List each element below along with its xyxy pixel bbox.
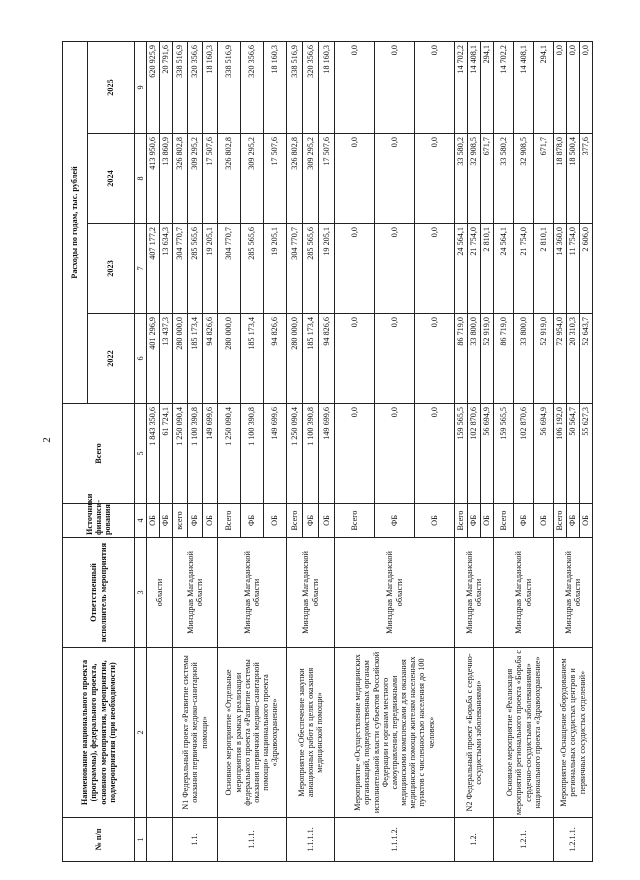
source-cell: ОБ	[264, 504, 287, 538]
source-cell: ФБ	[303, 504, 319, 538]
value-cell: 14 360,0	[554, 224, 567, 314]
value-cell: 407 177,2	[147, 224, 160, 314]
header-total: Всего	[63, 404, 135, 504]
table-row	[287, 41, 303, 861]
value-cell: 94 826,6	[319, 314, 335, 404]
value-cell: 13 437,3	[160, 314, 173, 404]
value-cell: 86 719,0	[494, 314, 514, 404]
column-number: 8	[135, 134, 147, 224]
value-cell: 0,0	[415, 404, 455, 504]
value-cell: 413 950,6	[147, 134, 160, 224]
source-cell: ОБ	[147, 504, 160, 538]
value-cell: 24 564,1	[494, 224, 514, 314]
value-cell: 338 516,9	[287, 41, 303, 133]
value-cell: 294,1	[481, 41, 494, 133]
value-cell: 0,0	[375, 224, 415, 314]
row-name-cell: Мероприятие «Осуществление медицинских организаций, подведомственных органам исполнительной власти субъектов Российской Федерации и органам местного самоуправления, передвижными медицинскими комплексами для оказания медицинской помощи жителям населенных пунктов с численностью населения до 100 человек»	[335, 648, 455, 818]
executor-cell: Минздрав Магаданской области	[173, 538, 218, 648]
column-number: 7	[135, 224, 147, 314]
column-number: 3	[135, 538, 147, 648]
source-cell: Всего	[494, 504, 514, 538]
value-cell: 20 791,6	[160, 41, 173, 133]
source-cell: ОБ	[534, 504, 554, 538]
source-cell: ОБ	[415, 504, 455, 538]
value-cell: 17 507,6	[203, 134, 218, 224]
column-number: 5	[135, 404, 147, 504]
value-cell: 2 810,1	[534, 224, 554, 314]
value-cell: 285 565,6	[303, 224, 319, 314]
executor-cell: области	[147, 538, 173, 648]
value-cell: 32 908,5	[514, 134, 534, 224]
value-cell: 1 250 090,4	[173, 404, 188, 504]
source-cell: ОБ	[580, 504, 593, 538]
value-cell: 149 699,6	[203, 404, 218, 504]
value-cell: 102 870,6	[468, 404, 481, 504]
column-number: 6	[135, 314, 147, 404]
value-cell: 159 565,5	[455, 404, 468, 504]
value-cell: 86 719,0	[455, 314, 468, 404]
value-cell: 21 754,0	[468, 224, 481, 314]
value-cell: 61 724,1	[160, 404, 173, 504]
table-body	[135, 41, 593, 861]
executor-cell: Минздрав Магаданской области	[218, 538, 287, 648]
value-cell: 33 580,2	[455, 134, 468, 224]
value-cell: 55 627,3	[580, 404, 593, 504]
value-cell: 309 295,2	[303, 134, 319, 224]
value-cell: 0,0	[567, 41, 580, 133]
table-row	[147, 41, 160, 861]
value-cell: 2 606,0	[580, 224, 593, 314]
header-year: 2023	[88, 224, 135, 314]
executor-cell: Минздрав Магаданской области	[554, 538, 593, 648]
value-cell: 671,7	[534, 134, 554, 224]
value-cell: 24 564,1	[455, 224, 468, 314]
value-cell: 1 250 090,4	[218, 404, 241, 504]
value-cell: 52 919,0	[481, 314, 494, 404]
value-cell: 671,7	[481, 134, 494, 224]
column-number: 2	[135, 648, 147, 818]
value-cell: 149 699,6	[264, 404, 287, 504]
value-cell: 13 860,9	[160, 134, 173, 224]
value-cell: 14 702,2	[494, 41, 514, 133]
value-cell: 309 295,2	[241, 134, 264, 224]
expenditure-table	[62, 41, 593, 862]
row-num-cell: 1.1.1.2.	[335, 818, 455, 862]
row-num-cell	[147, 818, 173, 862]
value-cell: 185 173,4	[241, 314, 264, 404]
row-num-cell: 1.1.1.1.	[287, 818, 335, 862]
value-cell: 326 802,8	[287, 134, 303, 224]
value-cell: 304 770,7	[287, 224, 303, 314]
value-cell: 106 192,0	[554, 404, 567, 504]
value-cell: 2 810,1	[481, 224, 494, 314]
source-cell: ФБ	[468, 504, 481, 538]
value-cell: 294,1	[534, 41, 554, 133]
value-cell: 280 000,0	[218, 314, 241, 404]
row-num-cell: 1.2.1.1.	[554, 818, 593, 862]
row-name-cell: Основное мероприятие «Отдельные мероприятия в рамках реализации федерального проекта «Развитие системы оказания первичной медико-санитарной помощи» национального проекта «Здравоохранение»	[218, 648, 287, 818]
row-name-cell: Основное мероприятие «Реализация мероприятий регионального проекта «Борьба с сердечно-сосудистыми заболеваниями» национального проекта «Здравоохранение»	[494, 648, 554, 818]
header-source: Источники финанси-рования	[63, 504, 135, 538]
value-cell: 0,0	[375, 314, 415, 404]
value-cell: 0,0	[375, 134, 415, 224]
value-cell: 1 250 090,4	[287, 404, 303, 504]
page-number: 2	[40, 437, 53, 443]
value-cell: 320 356,6	[188, 41, 203, 133]
source-cell: Всего	[218, 504, 241, 538]
value-cell: 50 564,7	[567, 404, 580, 504]
value-cell: 18 878,0	[554, 134, 567, 224]
executor-cell: Минздрав Магаданской области	[494, 538, 554, 648]
column-number: 9	[135, 41, 147, 133]
value-cell: 309 295,2	[188, 134, 203, 224]
value-cell: 94 826,6	[264, 314, 287, 404]
value-cell: 1 100 390,8	[303, 404, 319, 504]
value-cell: 14 702,2	[455, 41, 468, 133]
source-cell: ФБ	[514, 504, 534, 538]
value-cell: 1 843 350,6	[147, 404, 160, 504]
rotated-table-container	[62, 42, 591, 862]
value-cell: 326 802,8	[218, 134, 241, 224]
value-cell: 94 826,6	[203, 314, 218, 404]
value-cell: 19 205,1	[203, 224, 218, 314]
value-cell: 13 634,3	[160, 224, 173, 314]
source-cell: Всего	[455, 504, 468, 538]
source-cell: ФБ	[241, 504, 264, 538]
source-cell: ФБ	[160, 504, 173, 538]
value-cell: 285 565,6	[241, 224, 264, 314]
row-name-cell: Мероприятие «Оснащение оборудованием региональных сосудистых центров и первичных сосудистых отделений»	[554, 648, 593, 818]
value-cell: 320 356,6	[241, 41, 264, 133]
value-cell: 326 802,8	[173, 134, 188, 224]
value-cell: 33 580,2	[494, 134, 514, 224]
value-cell: 18 160,3	[264, 41, 287, 133]
table-row	[335, 41, 375, 861]
value-cell: 102 870,6	[514, 404, 534, 504]
value-cell: 338 516,9	[218, 41, 241, 133]
header-year: 2024	[88, 134, 135, 224]
value-cell: 33 800,0	[514, 314, 534, 404]
value-cell: 280 000,0	[173, 314, 188, 404]
table-row	[494, 41, 514, 861]
table-row	[455, 41, 468, 861]
column-number: 4	[135, 504, 147, 538]
row-name-cell: N2 Федеральный проект «Борьба с сердечно-сосудистыми заболеваниями»	[455, 648, 494, 818]
header-year: 2025	[88, 41, 135, 133]
value-cell: 338 516,9	[173, 41, 188, 133]
value-cell: 17 507,6	[319, 134, 335, 224]
value-cell: 0,0	[415, 41, 455, 133]
column-number-row	[135, 41, 147, 861]
value-cell: 377,6	[580, 134, 593, 224]
source-cell: Всего	[554, 504, 567, 538]
row-num-cell: 1.1.	[173, 818, 218, 862]
header-name: Наименование национального проекта (программы), федерального проекта, основного мероприятия, мероприятия, подмероприятия (при необходимости)	[63, 648, 135, 818]
table-row	[173, 41, 188, 861]
value-cell: 285 565,6	[188, 224, 203, 314]
column-number: 1	[135, 818, 147, 862]
executor-cell: Минздрав Магаданской области	[335, 538, 455, 648]
value-cell: 19 205,1	[319, 224, 335, 314]
value-cell: 0,0	[335, 224, 375, 314]
value-cell: 0,0	[375, 404, 415, 504]
value-cell: 0,0	[335, 404, 375, 504]
value-cell: 0,0	[335, 314, 375, 404]
value-cell: 20 310,3	[567, 314, 580, 404]
source-cell: ОБ	[481, 504, 494, 538]
value-cell: 14 408,1	[468, 41, 481, 133]
source-cell: ФБ	[567, 504, 580, 538]
value-cell: 11 754,0	[567, 224, 580, 314]
value-cell: 185 173,4	[188, 314, 203, 404]
source-cell: Всего	[335, 504, 375, 538]
value-cell: 14 408,1	[514, 41, 534, 133]
source-cell: ФБ	[188, 504, 203, 538]
value-cell: 56 694,9	[534, 404, 554, 504]
value-cell: 18 500,4	[567, 134, 580, 224]
value-cell: 0,0	[375, 41, 415, 133]
header-num: № п/п	[63, 818, 135, 862]
value-cell: 0,0	[554, 41, 567, 133]
source-cell: всего	[173, 504, 188, 538]
executor-cell: Минздрав Магаданской области	[455, 538, 494, 648]
value-cell: 159 565,5	[494, 404, 514, 504]
value-cell: 280 000,0	[287, 314, 303, 404]
value-cell: 149 699,6	[319, 404, 335, 504]
value-cell: 0,0	[335, 134, 375, 224]
table-row	[218, 41, 241, 861]
value-cell: 1 100 390,8	[188, 404, 203, 504]
value-cell: 17 507,6	[264, 134, 287, 224]
value-cell: 0,0	[415, 224, 455, 314]
value-cell: 33 800,0	[468, 314, 481, 404]
value-cell: 320 356,6	[303, 41, 319, 133]
value-cell: 72 954,0	[554, 314, 567, 404]
source-cell: Всего	[287, 504, 303, 538]
value-cell: 18 160,3	[203, 41, 218, 133]
table-row	[554, 41, 567, 861]
value-cell: 52 643,7	[580, 314, 593, 404]
row-name-cell: N1 Федеральный проект «Развитие системы оказания первичной медико-санитарной помощи»	[173, 648, 218, 818]
value-cell: 52 919,0	[534, 314, 554, 404]
row-num-cell: 1.2.	[455, 818, 494, 862]
value-cell: 0,0	[415, 134, 455, 224]
value-cell: 32 908,5	[468, 134, 481, 224]
row-name-cell	[147, 648, 173, 818]
value-cell: 620 925,9	[147, 41, 160, 133]
value-cell: 56 694,9	[481, 404, 494, 504]
value-cell: 401 296,9	[147, 314, 160, 404]
source-cell: ФБ	[375, 504, 415, 538]
value-cell: 0,0	[415, 314, 455, 404]
value-cell: 19 205,1	[264, 224, 287, 314]
executor-cell: Минздрав Магаданской области	[287, 538, 335, 648]
header-year: 2022	[88, 314, 135, 404]
header-years-group: Расходы по годам, тыс. рублей	[63, 41, 88, 403]
value-cell: 185 173,4	[303, 314, 319, 404]
value-cell: 21 754,0	[514, 224, 534, 314]
row-name-cell: Мероприятие «Обеспечение закупки авиационных работ в целях оказания медицинской помощи»	[287, 648, 335, 818]
row-num-cell: 1.1.1.	[218, 818, 287, 862]
value-cell: 304 770,7	[218, 224, 241, 314]
value-cell: 0,0	[335, 41, 375, 133]
source-cell: ОБ	[203, 504, 218, 538]
value-cell: 304 770,7	[173, 224, 188, 314]
value-cell: 1 100 390,8	[241, 404, 264, 504]
value-cell: 0,0	[580, 41, 593, 133]
header-executor: Ответственный исполнитель мероприятия	[63, 538, 135, 648]
row-num-cell: 1.2.1.	[494, 818, 554, 862]
value-cell: 18 160,3	[319, 41, 335, 133]
source-cell: ОБ	[319, 504, 335, 538]
